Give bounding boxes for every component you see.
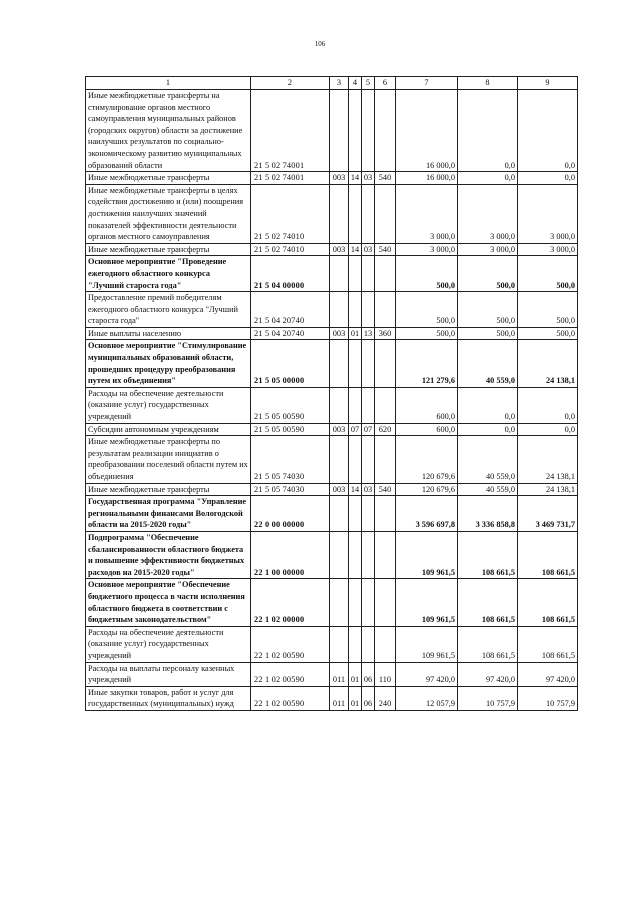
- amount-col-8: 108 661,5: [458, 531, 518, 578]
- subsection-code: [362, 579, 375, 626]
- table-row: [86, 579, 578, 626]
- amount-col-8: 3 000,0: [458, 243, 518, 256]
- amount-col-9: 500,0: [518, 256, 578, 292]
- amount-col-9: 108 661,5: [518, 626, 578, 662]
- amount-col-9: 3 000,0: [518, 184, 578, 243]
- expense-type-code: [375, 387, 396, 423]
- amount-col-8: 0,0: [458, 423, 518, 436]
- table-row: [86, 256, 578, 292]
- amount-col-7: 600,0: [396, 423, 458, 436]
- target-item-code: 21 5 04 00000: [251, 256, 330, 292]
- table-row: [86, 662, 578, 686]
- amount-col-9: 108 661,5: [518, 579, 578, 626]
- amount-col-8: 500,0: [458, 292, 518, 328]
- expense-type-code: 620: [375, 423, 396, 436]
- target-item-code: 21 5 05 74030: [251, 436, 330, 483]
- target-item-code: 22 1 02 00590: [251, 626, 330, 662]
- expense-type-code: [375, 90, 396, 172]
- subsection-code: [362, 531, 375, 578]
- expense-name: Иные закупки товаров, работ и услуг для государственных (муниципальных) нужд: [86, 686, 251, 710]
- expense-type-code: 540: [375, 172, 396, 185]
- header-cell: 6: [375, 77, 396, 90]
- amount-col-9: 24 138,1: [518, 483, 578, 496]
- target-item-code: 22 1 02 00000: [251, 579, 330, 626]
- expense-name: Иные межбюджетные трансферты по результатам реализации инициатив о преобразовании поселений области путем их объединения: [86, 436, 251, 483]
- expense-name: Иные межбюджетные трансферты: [86, 243, 251, 256]
- expense-type-code: [375, 531, 396, 578]
- amount-col-7: 16 000,0: [396, 90, 458, 172]
- section-code: 14: [349, 172, 362, 185]
- amount-col-7: 109 961,5: [396, 579, 458, 626]
- table-row: [86, 90, 578, 172]
- expense-name: Субсидии автономным учреждениям: [86, 423, 251, 436]
- amount-col-8: 3 336 858,8: [458, 496, 518, 532]
- expense-name: Подпрограмма "Обеспечение сбалансированности областного бюджета и повышение эффективности бюджетных расходов на 2015-2020 годы": [86, 531, 251, 578]
- amount-col-8: 500,0: [458, 256, 518, 292]
- target-item-code: 21 5 02 74010: [251, 184, 330, 243]
- table-row: [86, 483, 578, 496]
- expense-type-code: 110: [375, 662, 396, 686]
- target-item-code: 21 5 04 20740: [251, 327, 330, 340]
- section-code: [349, 496, 362, 532]
- table-row: [86, 531, 578, 578]
- amount-col-9: 3 000,0: [518, 243, 578, 256]
- amount-col-8: 500,0: [458, 327, 518, 340]
- target-item-code: 21 5 05 00590: [251, 387, 330, 423]
- amount-col-7: 600,0: [396, 387, 458, 423]
- table-body: [86, 90, 578, 711]
- amount-col-7: 97 420,0: [396, 662, 458, 686]
- subsection-code: 03: [362, 172, 375, 185]
- section-code: 14: [349, 483, 362, 496]
- expense-type-code: 360: [375, 327, 396, 340]
- section-code: [349, 256, 362, 292]
- header-cell: 8: [458, 77, 518, 90]
- amount-col-9: 108 661,5: [518, 531, 578, 578]
- expense-name: Иные межбюджетные трансферты на стимулирование органов местного самоуправления муниципальных районов (городских округов) области за достижение наилучших результатов по социально-экономическому развитию муниципальных образований области: [86, 90, 251, 172]
- amount-col-9: 0,0: [518, 90, 578, 172]
- table-row: [86, 243, 578, 256]
- subsection-code: 06: [362, 662, 375, 686]
- section-code: [349, 292, 362, 328]
- section-code: [349, 90, 362, 172]
- subsection-code: [362, 626, 375, 662]
- expense-type-code: [375, 184, 396, 243]
- amount-col-9: 97 420,0: [518, 662, 578, 686]
- table-row: [86, 172, 578, 185]
- section-code: [349, 531, 362, 578]
- department-code: [330, 531, 349, 578]
- target-item-code: 22 1 02 00590: [251, 686, 330, 710]
- amount-col-9: 24 138,1: [518, 340, 578, 387]
- expense-type-code: [375, 626, 396, 662]
- department-code: [330, 387, 349, 423]
- section-code: [349, 579, 362, 626]
- subsection-code: [362, 292, 375, 328]
- target-item-code: 21 5 05 74030: [251, 483, 330, 496]
- subsection-code: 13: [362, 327, 375, 340]
- target-item-code: 21 5 05 00590: [251, 423, 330, 436]
- header-cell: 4: [349, 77, 362, 90]
- expense-name: Расходы на выплаты персоналу казенных учреждений: [86, 662, 251, 686]
- target-item-code: 22 1 02 00590: [251, 662, 330, 686]
- amount-col-9: 0,0: [518, 423, 578, 436]
- amount-col-7: 12 057,9: [396, 686, 458, 710]
- department-code: [330, 436, 349, 483]
- department-code: 003: [330, 483, 349, 496]
- department-code: [330, 184, 349, 243]
- expense-name: Предоставление премий победителям ежегодного областного конкурса "Лучший староста года": [86, 292, 251, 328]
- expense-type-code: 540: [375, 243, 396, 256]
- amount-col-9: 0,0: [518, 172, 578, 185]
- amount-col-7: 3 000,0: [396, 243, 458, 256]
- subsection-code: [362, 340, 375, 387]
- expense-type-code: [375, 436, 396, 483]
- section-code: [349, 436, 362, 483]
- amount-col-8: 97 420,0: [458, 662, 518, 686]
- amount-col-7: 3 596 697,8: [396, 496, 458, 532]
- subsection-code: 03: [362, 243, 375, 256]
- expense-name: Расходы на обеспечение деятельности (оказание услуг) государственных учреждений: [86, 626, 251, 662]
- expense-type-code: 540: [375, 483, 396, 496]
- table-row: [86, 496, 578, 532]
- subsection-code: 03: [362, 483, 375, 496]
- amount-col-7: 3 000,0: [396, 184, 458, 243]
- amount-col-8: 10 757,9: [458, 686, 518, 710]
- section-code: 14: [349, 243, 362, 256]
- table-row: [86, 686, 578, 710]
- expense-name: Иные выплаты населению: [86, 327, 251, 340]
- department-code: [330, 340, 349, 387]
- amount-col-8: 0,0: [458, 387, 518, 423]
- amount-col-8: 108 661,5: [458, 626, 518, 662]
- table-header-row: [86, 77, 578, 90]
- amount-col-7: 109 961,5: [396, 531, 458, 578]
- table-row: [86, 184, 578, 243]
- department-code: 003: [330, 423, 349, 436]
- department-code: [330, 256, 349, 292]
- amount-col-8: 40 559,0: [458, 340, 518, 387]
- section-code: 01: [349, 327, 362, 340]
- target-item-code: 21 5 02 74001: [251, 172, 330, 185]
- expense-name: Основное мероприятие "Стимулирование муниципальных образований области, прошедших процедуру преобразования путем их объединения": [86, 340, 251, 387]
- amount-col-9: 10 757,9: [518, 686, 578, 710]
- department-code: 003: [330, 327, 349, 340]
- header-cell: 5: [362, 77, 375, 90]
- section-code: [349, 387, 362, 423]
- amount-col-9: 24 138,1: [518, 436, 578, 483]
- section-code: [349, 340, 362, 387]
- amount-col-9: 0,0: [518, 387, 578, 423]
- target-item-code: 21 5 02 74010: [251, 243, 330, 256]
- expense-type-code: [375, 292, 396, 328]
- expense-type-code: 240: [375, 686, 396, 710]
- header-cell: 3: [330, 77, 349, 90]
- subsection-code: [362, 436, 375, 483]
- expense-type-code: [375, 256, 396, 292]
- target-item-code: 21 5 05 00000: [251, 340, 330, 387]
- amount-col-7: 121 279,6: [396, 340, 458, 387]
- department-code: [330, 496, 349, 532]
- header-cell: 1: [86, 77, 251, 90]
- subsection-code: [362, 496, 375, 532]
- amount-col-7: 500,0: [396, 256, 458, 292]
- department-code: [330, 292, 349, 328]
- amount-col-8: 40 559,0: [458, 483, 518, 496]
- table-row: [86, 340, 578, 387]
- section-code: [349, 626, 362, 662]
- department-code: [330, 90, 349, 172]
- expense-name: Расходы на обеспечение деятельности (оказание услуг) государственных учреждений: [86, 387, 251, 423]
- department-code: [330, 626, 349, 662]
- subsection-code: [362, 256, 375, 292]
- header-cell: 2: [251, 77, 330, 90]
- department-code: 003: [330, 243, 349, 256]
- target-item-code: 22 1 00 00000: [251, 531, 330, 578]
- amount-col-9: 3 469 731,7: [518, 496, 578, 532]
- section-code: 01: [349, 662, 362, 686]
- table-row: [86, 292, 578, 328]
- table-row: [86, 436, 578, 483]
- amount-col-9: 500,0: [518, 292, 578, 328]
- expense-name: Иные межбюджетные трансферты: [86, 483, 251, 496]
- table-row: [86, 387, 578, 423]
- section-code: [349, 184, 362, 243]
- subsection-code: [362, 184, 375, 243]
- subsection-code: 07: [362, 423, 375, 436]
- target-item-code: 21 5 04 20740: [251, 292, 330, 328]
- subsection-code: [362, 387, 375, 423]
- section-code: 07: [349, 423, 362, 436]
- expense-name: Основное мероприятие "Проведение ежегодного областного конкурса "Лучший староста года": [86, 256, 251, 292]
- amount-col-7: 120 679,6: [396, 483, 458, 496]
- expense-name: Государственная программа "Управление региональными финансами Вологодской области на 2015-2020 годы": [86, 496, 251, 532]
- expense-type-code: [375, 579, 396, 626]
- target-item-code: 22 0 00 00000: [251, 496, 330, 532]
- department-code: [330, 579, 349, 626]
- department-code: 011: [330, 662, 349, 686]
- amount-col-7: 120 679,6: [396, 436, 458, 483]
- amount-col-7: 16 000,0: [396, 172, 458, 185]
- target-item-code: 21 5 02 74001: [251, 90, 330, 172]
- subsection-code: 06: [362, 686, 375, 710]
- header-cell: 7: [396, 77, 458, 90]
- amount-col-9: 500,0: [518, 327, 578, 340]
- amount-col-8: 108 661,5: [458, 579, 518, 626]
- table-row: [86, 423, 578, 436]
- expense-name: Иные межбюджетные трансферты: [86, 172, 251, 185]
- department-code: 011: [330, 686, 349, 710]
- amount-col-8: 0,0: [458, 90, 518, 172]
- amount-col-8: 0,0: [458, 172, 518, 185]
- amount-col-7: 109 961,5: [396, 626, 458, 662]
- amount-col-7: 500,0: [396, 327, 458, 340]
- expense-name: Основное мероприятие "Обеспечение бюджетного процесса в части исполнения областного бюджета в соответствии с бюджетным законодательством": [86, 579, 251, 626]
- subsection-code: [362, 90, 375, 172]
- amount-col-7: 500,0: [396, 292, 458, 328]
- expense-name: Иные межбюджетные трансферты в целях содействия достижению и (или) поощрения достижения наилучших значений показателей эффективности деятельности органов местного самоуправления: [86, 184, 251, 243]
- amount-col-8: 3 000,0: [458, 184, 518, 243]
- header-cell: 9: [518, 77, 578, 90]
- table-row: [86, 327, 578, 340]
- budget-table: [85, 76, 578, 711]
- section-code: 01: [349, 686, 362, 710]
- page-number: 106: [314, 40, 326, 48]
- expense-type-code: [375, 496, 396, 532]
- amount-col-8: 40 559,0: [458, 436, 518, 483]
- table-row: [86, 626, 578, 662]
- expense-type-code: [375, 340, 396, 387]
- department-code: 003: [330, 172, 349, 185]
